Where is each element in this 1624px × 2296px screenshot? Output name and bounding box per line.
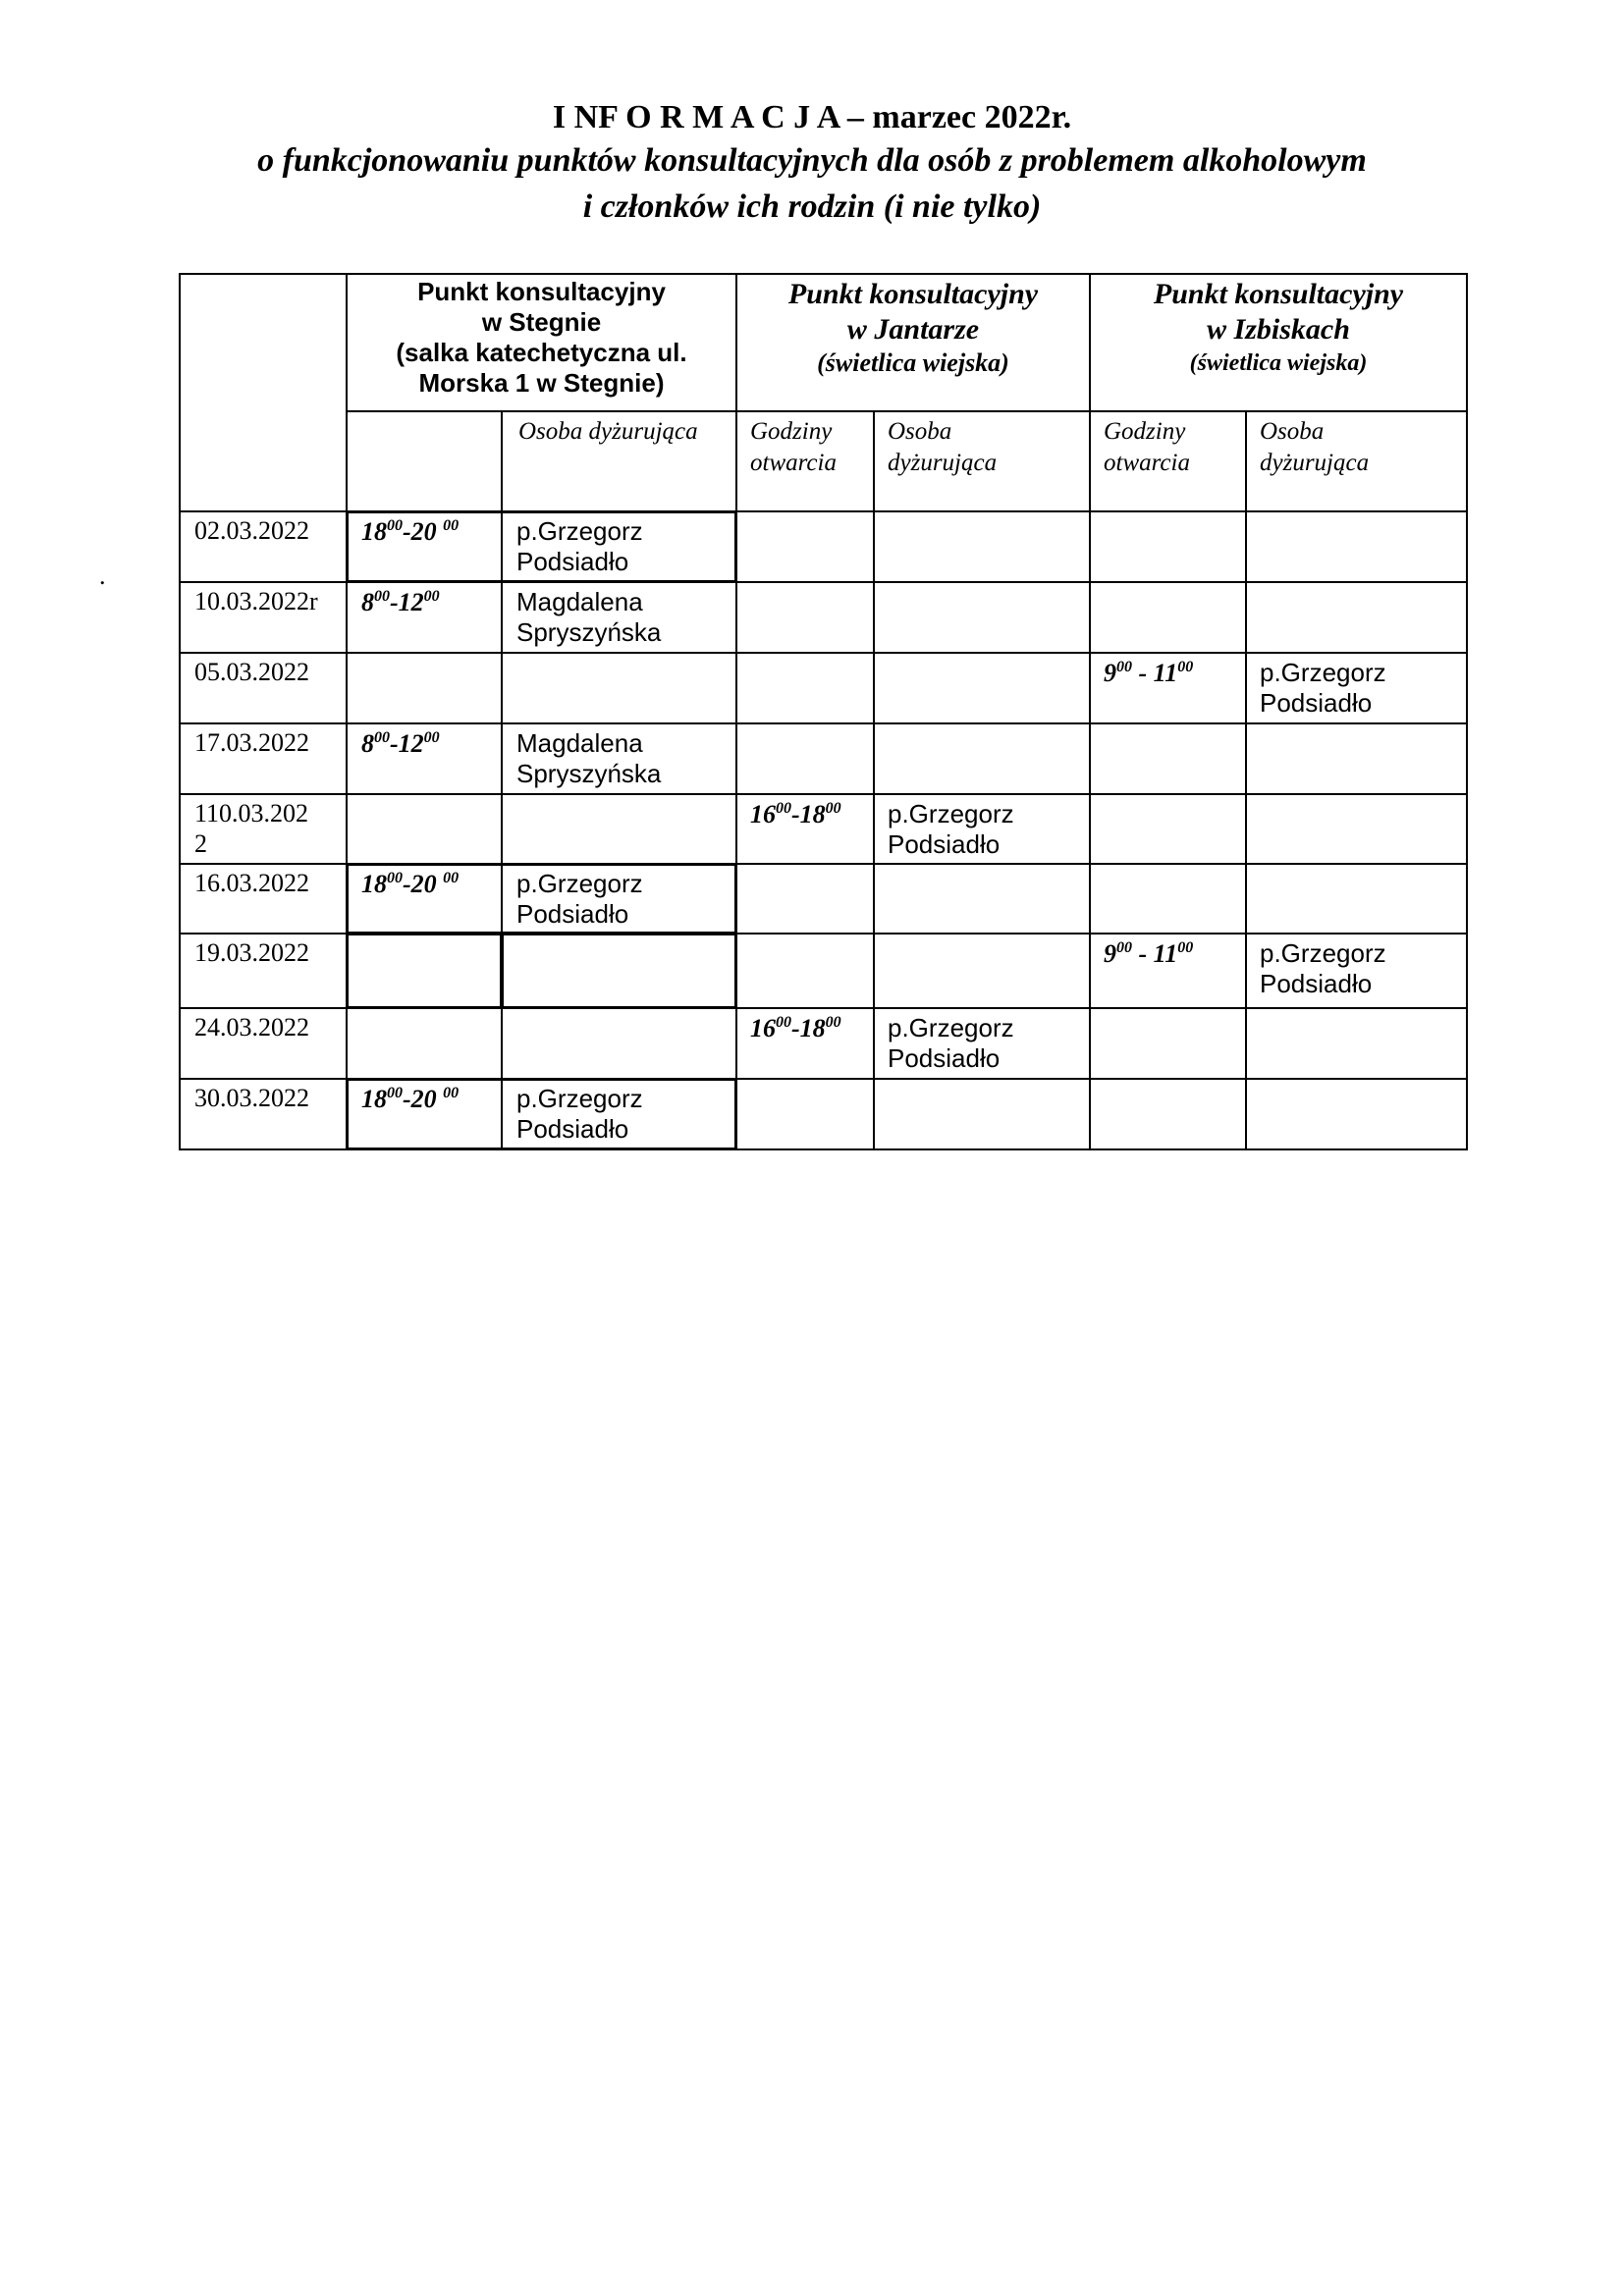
jantar-hours-cell: $16^{00}-18^{00}$	[750, 800, 841, 828]
stegna-person-cell: p.Grzegorz Podsiadło	[516, 516, 643, 576]
izbiska-hours-cell: $9^{00} - 11^{00}$	[1104, 939, 1194, 968]
stegna-hours-cell: $8^{00}-12^{00}$	[361, 588, 440, 616]
stegna-hours-cell: $8^{00}-12^{00}$	[361, 729, 440, 758]
document-subtitle-2: i członków ich rodzin (i nie tylko)	[582, 188, 1042, 225]
stegna-hours-cell: $18^{00}-20$ $^{00}$	[361, 517, 460, 546]
stegna-hours-cell: $18^{00}-20$ $^{00}$	[361, 870, 460, 898]
document-title: I NF O R M A C J A – marzec 2022r.	[552, 99, 1072, 135]
document-subtitle: o funkcjonowaniu punktów konsultacyjnych dla osób z problemem alkoholowym	[257, 142, 1367, 179]
izbiska-person-label: Osoba dyżurująca	[1260, 418, 1370, 476]
jantar-person-label: Osoba dyżurująca	[888, 418, 998, 476]
schedule-table	[179, 273, 1468, 1150]
jantar-person-cell: p.Grzegorz Podsiadło	[888, 1013, 1014, 1073]
date-cell: 02.03.2022	[194, 516, 309, 545]
jantar-person-cell: p.Grzegorz Podsiadło	[888, 799, 1014, 859]
stray-dot: .	[99, 561, 106, 590]
stegna-person-cell: Magdalena Spryszyńska	[516, 587, 662, 647]
izbiska-hours-cell: $9^{00} - 11^{00}$	[1104, 659, 1194, 687]
stegna-person-cell: Magdalena Spryszyńska	[516, 728, 662, 788]
date-cell: 05.03.2022	[194, 658, 309, 686]
izbiska-person-cell: p.Grzegorz Podsiadło	[1260, 658, 1386, 718]
date-cell: 24.03.2022	[194, 1013, 309, 1041]
stegna-person-cell: p.Grzegorz Podsiadło	[516, 1084, 643, 1144]
jantar-hours-cell: $16^{00}-18^{00}$	[750, 1014, 841, 1042]
izbiska-person-cell: p.Grzegorz Podsiadło	[1260, 938, 1386, 998]
jantar-header: Punkt konsultacyjny w Jantarze (świetlica wiejska)	[787, 278, 1039, 377]
date-cell: 16.03.2022	[194, 869, 309, 897]
date-cell: 10.03.2022r	[194, 587, 318, 615]
stegna-hours-cell: $18^{00}-20$ $^{00}$	[361, 1085, 460, 1113]
stegna-person-label: Osoba dyżurująca	[518, 418, 698, 445]
izbiska-header: Punkt konsultacyjny w Izbiskach (świetlica wiejska)	[1153, 278, 1404, 376]
stegna-header: Punkt konsultacyjny w Stegnie (salka katechetyczna ul. Morska 1 w Stegnie)	[396, 277, 687, 398]
date-cell: 17.03.2022	[194, 728, 309, 757]
jantar-hours-label: Godziny otwarcia	[750, 418, 837, 476]
stegna-person-cell: p.Grzegorz Podsiadło	[516, 869, 643, 929]
date-cell: 30.03.2022	[194, 1084, 309, 1112]
date-cell: 19.03.2022	[194, 938, 309, 967]
date-cell: 110.03.202 2	[194, 799, 309, 858]
izbiska-hours-label: Godziny otwarcia	[1104, 418, 1190, 476]
